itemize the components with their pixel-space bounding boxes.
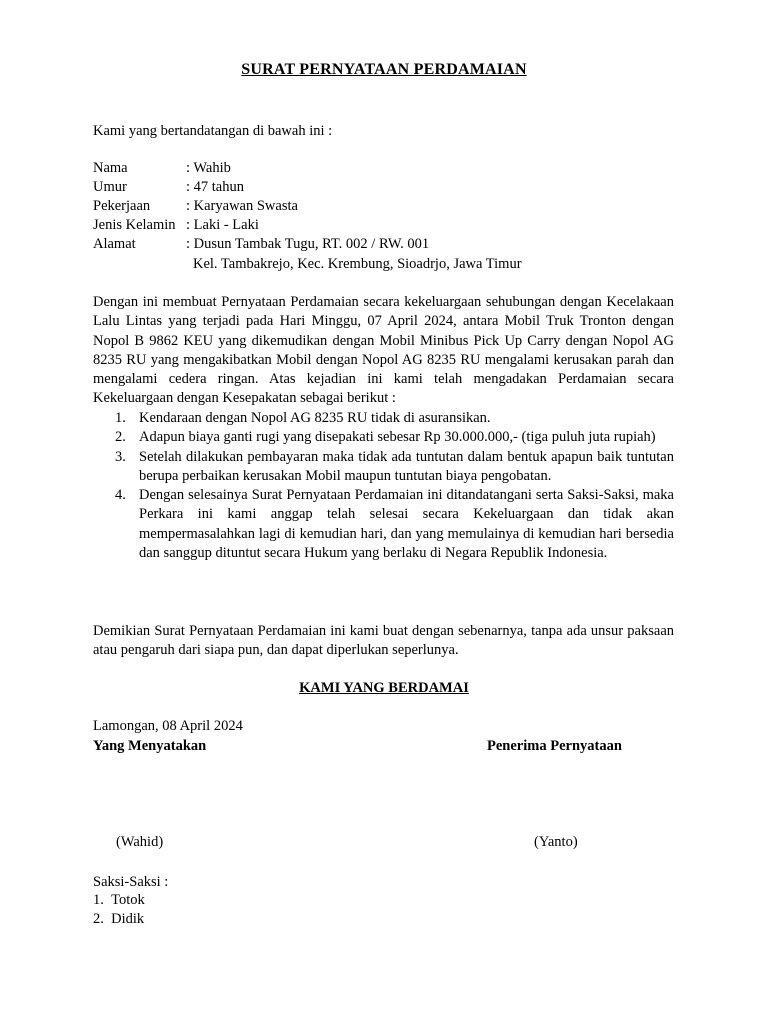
identity-label: Jenis Kelamin: [93, 217, 176, 233]
identity-label: Nama: [93, 160, 128, 176]
identity-label: Alamat: [93, 236, 136, 252]
body-paragraph: Dengan ini membuat Pernyataan Perdamaian secara kekeluargaan sehubungan dengan Kecelakaan Lalu Lintas yang terjadi pada Hari Minggu, 07 April 2024, antara Mobil Truk Tronton dengan Nopol B 9862 KEU yang dikemudikan dengan Mobil Minibus Pick Up Carry dengan Nopol AG 8235 RU yang mengakibatkan Mobil dengan Nopol AG 8235 RU mengalami kerusakan parah dan mengalami cedera ringan. Atas kejadian ini kami telah mengadakan Perdamaian secara Kekeluargaan dengan Kesepakatan sebagai berikut :: [93, 294, 674, 407]
party-right-label: Penerima Pernyataan: [487, 738, 622, 754]
witness-name: Totok: [111, 892, 145, 908]
witness-item: [93, 891, 145, 910]
agreement-text: Setelah dilakukan pembayaran maka tidak ada tuntutan dalam bentuk apapun baik tuntutan berupa perbaikan kerusakan Mobil maupun tuntutan biaya pengobatan.: [139, 448, 674, 484]
identity-row-age: [93, 178, 244, 197]
agreement-text: Adapun biaya ganti rugi yang disepakati sebesar Rp 30.000.000,- (tiga puluh juta rupiah): [139, 429, 656, 446]
witness-label: Saksi-Saksi :: [93, 874, 169, 890]
witness-number: 1.: [93, 892, 104, 908]
identity-row-name: [93, 159, 231, 178]
document-title: SURAT PERNYATAAN PERDAMAIAN: [241, 61, 527, 78]
party-left-label: Yang Menyatakan: [93, 738, 207, 754]
identity-value: : Karyawan Swasta: [186, 198, 298, 214]
agreement-number: 2.: [115, 429, 126, 446]
agreement-text: Kendaraan dengan Nopol AG 8235 RU tidak di asuransikan.: [139, 410, 491, 426]
agreement-number: 4.: [115, 487, 126, 504]
place-date: Lamongan, 08 April 2024: [93, 718, 243, 734]
witness-item: [93, 910, 144, 929]
witness-number: 2.: [93, 911, 104, 927]
intro-text: Kami yang bertandatangan di bawah ini :: [93, 123, 333, 139]
signature-right: (Yanto): [534, 834, 578, 850]
identity-row-address: [93, 235, 429, 254]
agreement-item: [93, 428, 674, 447]
identity-label: Umur: [93, 179, 127, 195]
identity-value: : Wahib: [186, 160, 231, 176]
signature-left: (Wahid): [116, 834, 164, 850]
agreement-item: [93, 448, 674, 487]
identity-row-occupation: [93, 197, 298, 216]
agreement-item: [93, 486, 674, 563]
agreement-text: Dengan selesainya Surat Pernyataan Perdamaian ini ditandatangani serta Saksi-Saksi, maka Perkara ini kami anggap telah selesai secara Kekeluargaan dan tidak akan mempermasalahkan lagi di kemudian hari, dan yang memulainya di kemudian hari bersedia dan sanggup dituntut secara Hukum yang berlaku di Negara Republik Indonesia.: [139, 487, 674, 562]
agreement-list: [93, 409, 674, 563]
witness-name: Didik: [111, 911, 145, 927]
identity-value: : 47 tahun: [186, 179, 244, 195]
agreement-number: 1.: [115, 410, 126, 426]
agreement-item: [93, 409, 674, 428]
address-line-2: Kel. Tambakrejo, Kec. Krembung, Sioadrjo, Jawa Timur: [193, 256, 522, 272]
identity-value: : Laki - Laki: [186, 217, 259, 233]
identity-label: Pekerjaan: [93, 198, 151, 214]
identity-value: : Dusun Tambak Tugu, RT. 002 / RW. 001: [186, 236, 430, 252]
closing-paragraph: Demikian Surat Pernyataan Perdamaian ini kami buat dengan sebenarnya, tanpa ada unsur paksaan atau pengaruh dari siapa pun, dan dapat diperlukan seperlunya.: [93, 623, 674, 659]
section-title: KAMI YANG BERDAMAI: [299, 680, 469, 696]
agreement-number: 3.: [115, 448, 126, 465]
identity-row-gender: [93, 216, 259, 235]
